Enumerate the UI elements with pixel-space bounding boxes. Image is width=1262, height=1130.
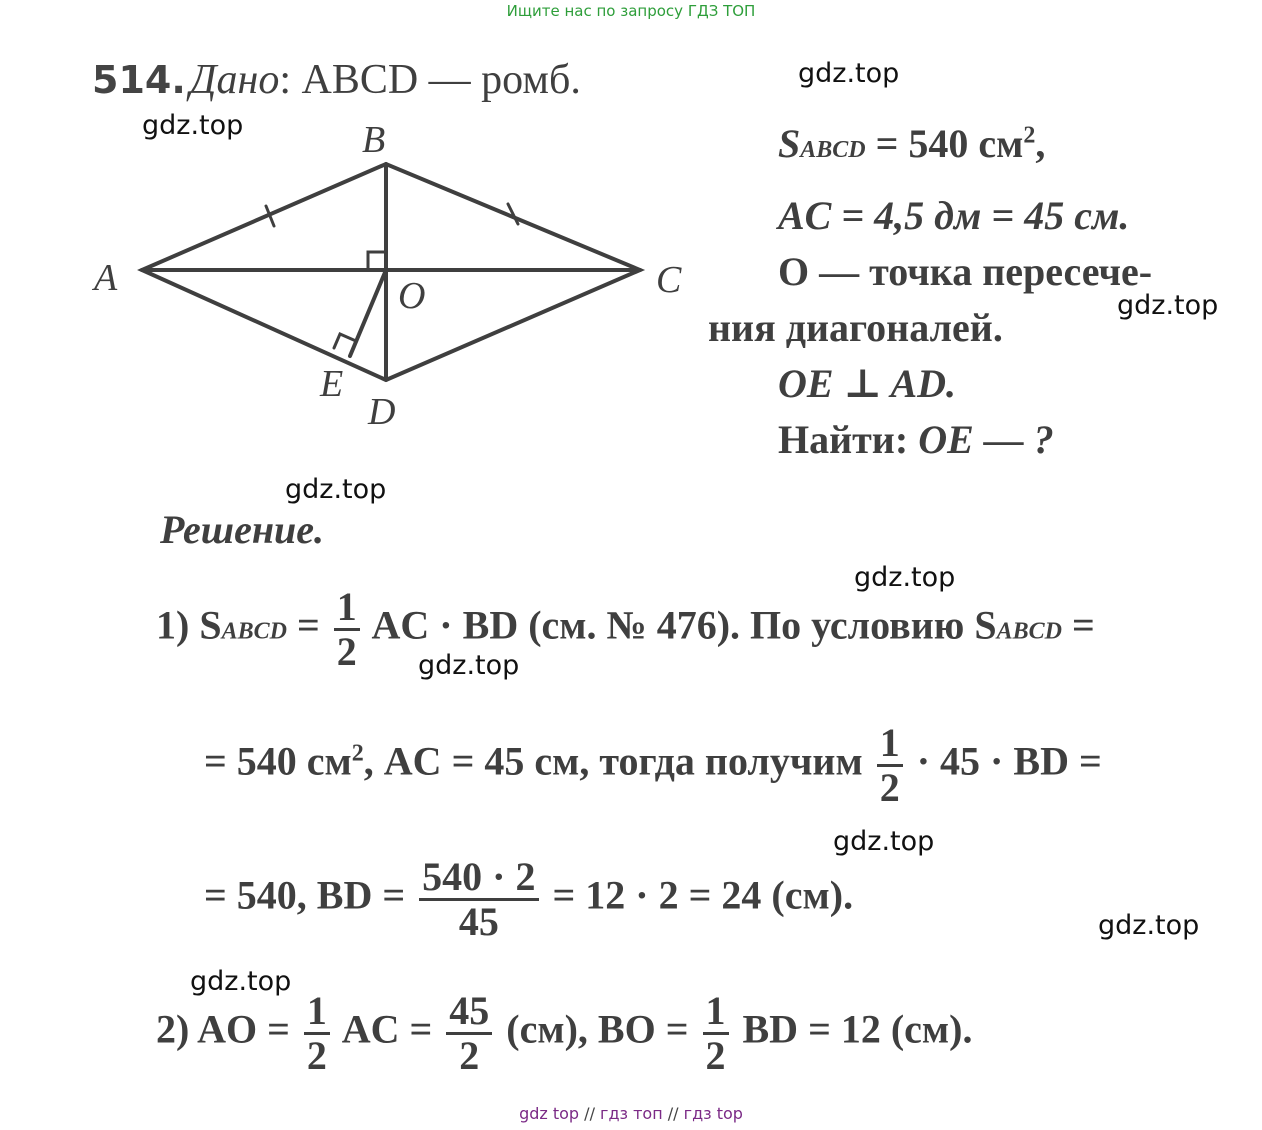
label-e: E [320,363,344,405]
solution-step-1: 1) SABCD = $\frac{1}{2}$ AC · BD (см. № 476). По условию SABCD = [156,584,1095,674]
watermark: gdz.top [833,826,935,857]
watermark: gdz.top [285,474,387,505]
given-oe-perp: OE ⊥ AD. [778,361,957,406]
footer-link-gdz-top-ru[interactable]: гдз топ [600,1104,663,1123]
watermark: gdz.top [798,58,900,89]
watermark: gdz.top [854,562,956,593]
watermark: gdz.top [1117,290,1219,321]
given-o-line2: ния диагоналей. [708,305,1003,350]
problem-number: 514. [92,58,186,102]
problem-heading [92,56,581,104]
solution-step-1-line-2: = 540 $см^2$, AC = 45 см, тогда получим $\frac{1}{2}$ · 45 · BD = [204,720,1102,810]
watermark: gdz.top [418,650,520,681]
given-label: Дано [189,57,280,103]
footer-link-gdz-top-mixed[interactable]: гдз top [683,1104,743,1123]
watermark: gdz.top [142,110,244,141]
given-ac: AC = 4,5 дм = 45 см. [778,193,1130,238]
footer-separator: // [667,1104,679,1123]
search-banner: Ищите нас по запросу ГДЗ ТОП [506,2,756,20]
footer-link-gdz-top[interactable]: gdz top [519,1104,580,1123]
watermark: gdz.top [1098,910,1200,941]
watermark: gdz.top [190,966,292,997]
label-o: O [398,275,426,317]
label-c: C [656,259,682,301]
footer-separator: // [584,1104,595,1123]
solution-step-2: 2) AO = $\frac{1}{2}$ AC = $\frac{45}{2}$ (см), BO = $\frac{1}{2}$ BD = 12 (см). [156,988,973,1078]
label-d: D [368,391,396,433]
solution-title: Решение. [160,507,325,552]
rhombus-figure [80,120,720,440]
label-b: B [362,120,386,161]
solution-step-1-line-3: = 540, BD = $\frac{540 \cdot 2}{45}$ = 12 · 2 = 24 (см). [204,854,854,944]
right-angle-o [368,252,386,270]
label-a: A [94,257,118,299]
find-line: Найти: OE — ? [778,417,1054,462]
footer-links [0,1104,1262,1123]
given-o-line1: O — точка пересече- [778,249,1153,294]
segment-oe [350,270,386,356]
given-statement: : ABCD — ромб. [279,57,581,103]
given-area: SABCD = 540 $см^2$, [778,121,1046,166]
